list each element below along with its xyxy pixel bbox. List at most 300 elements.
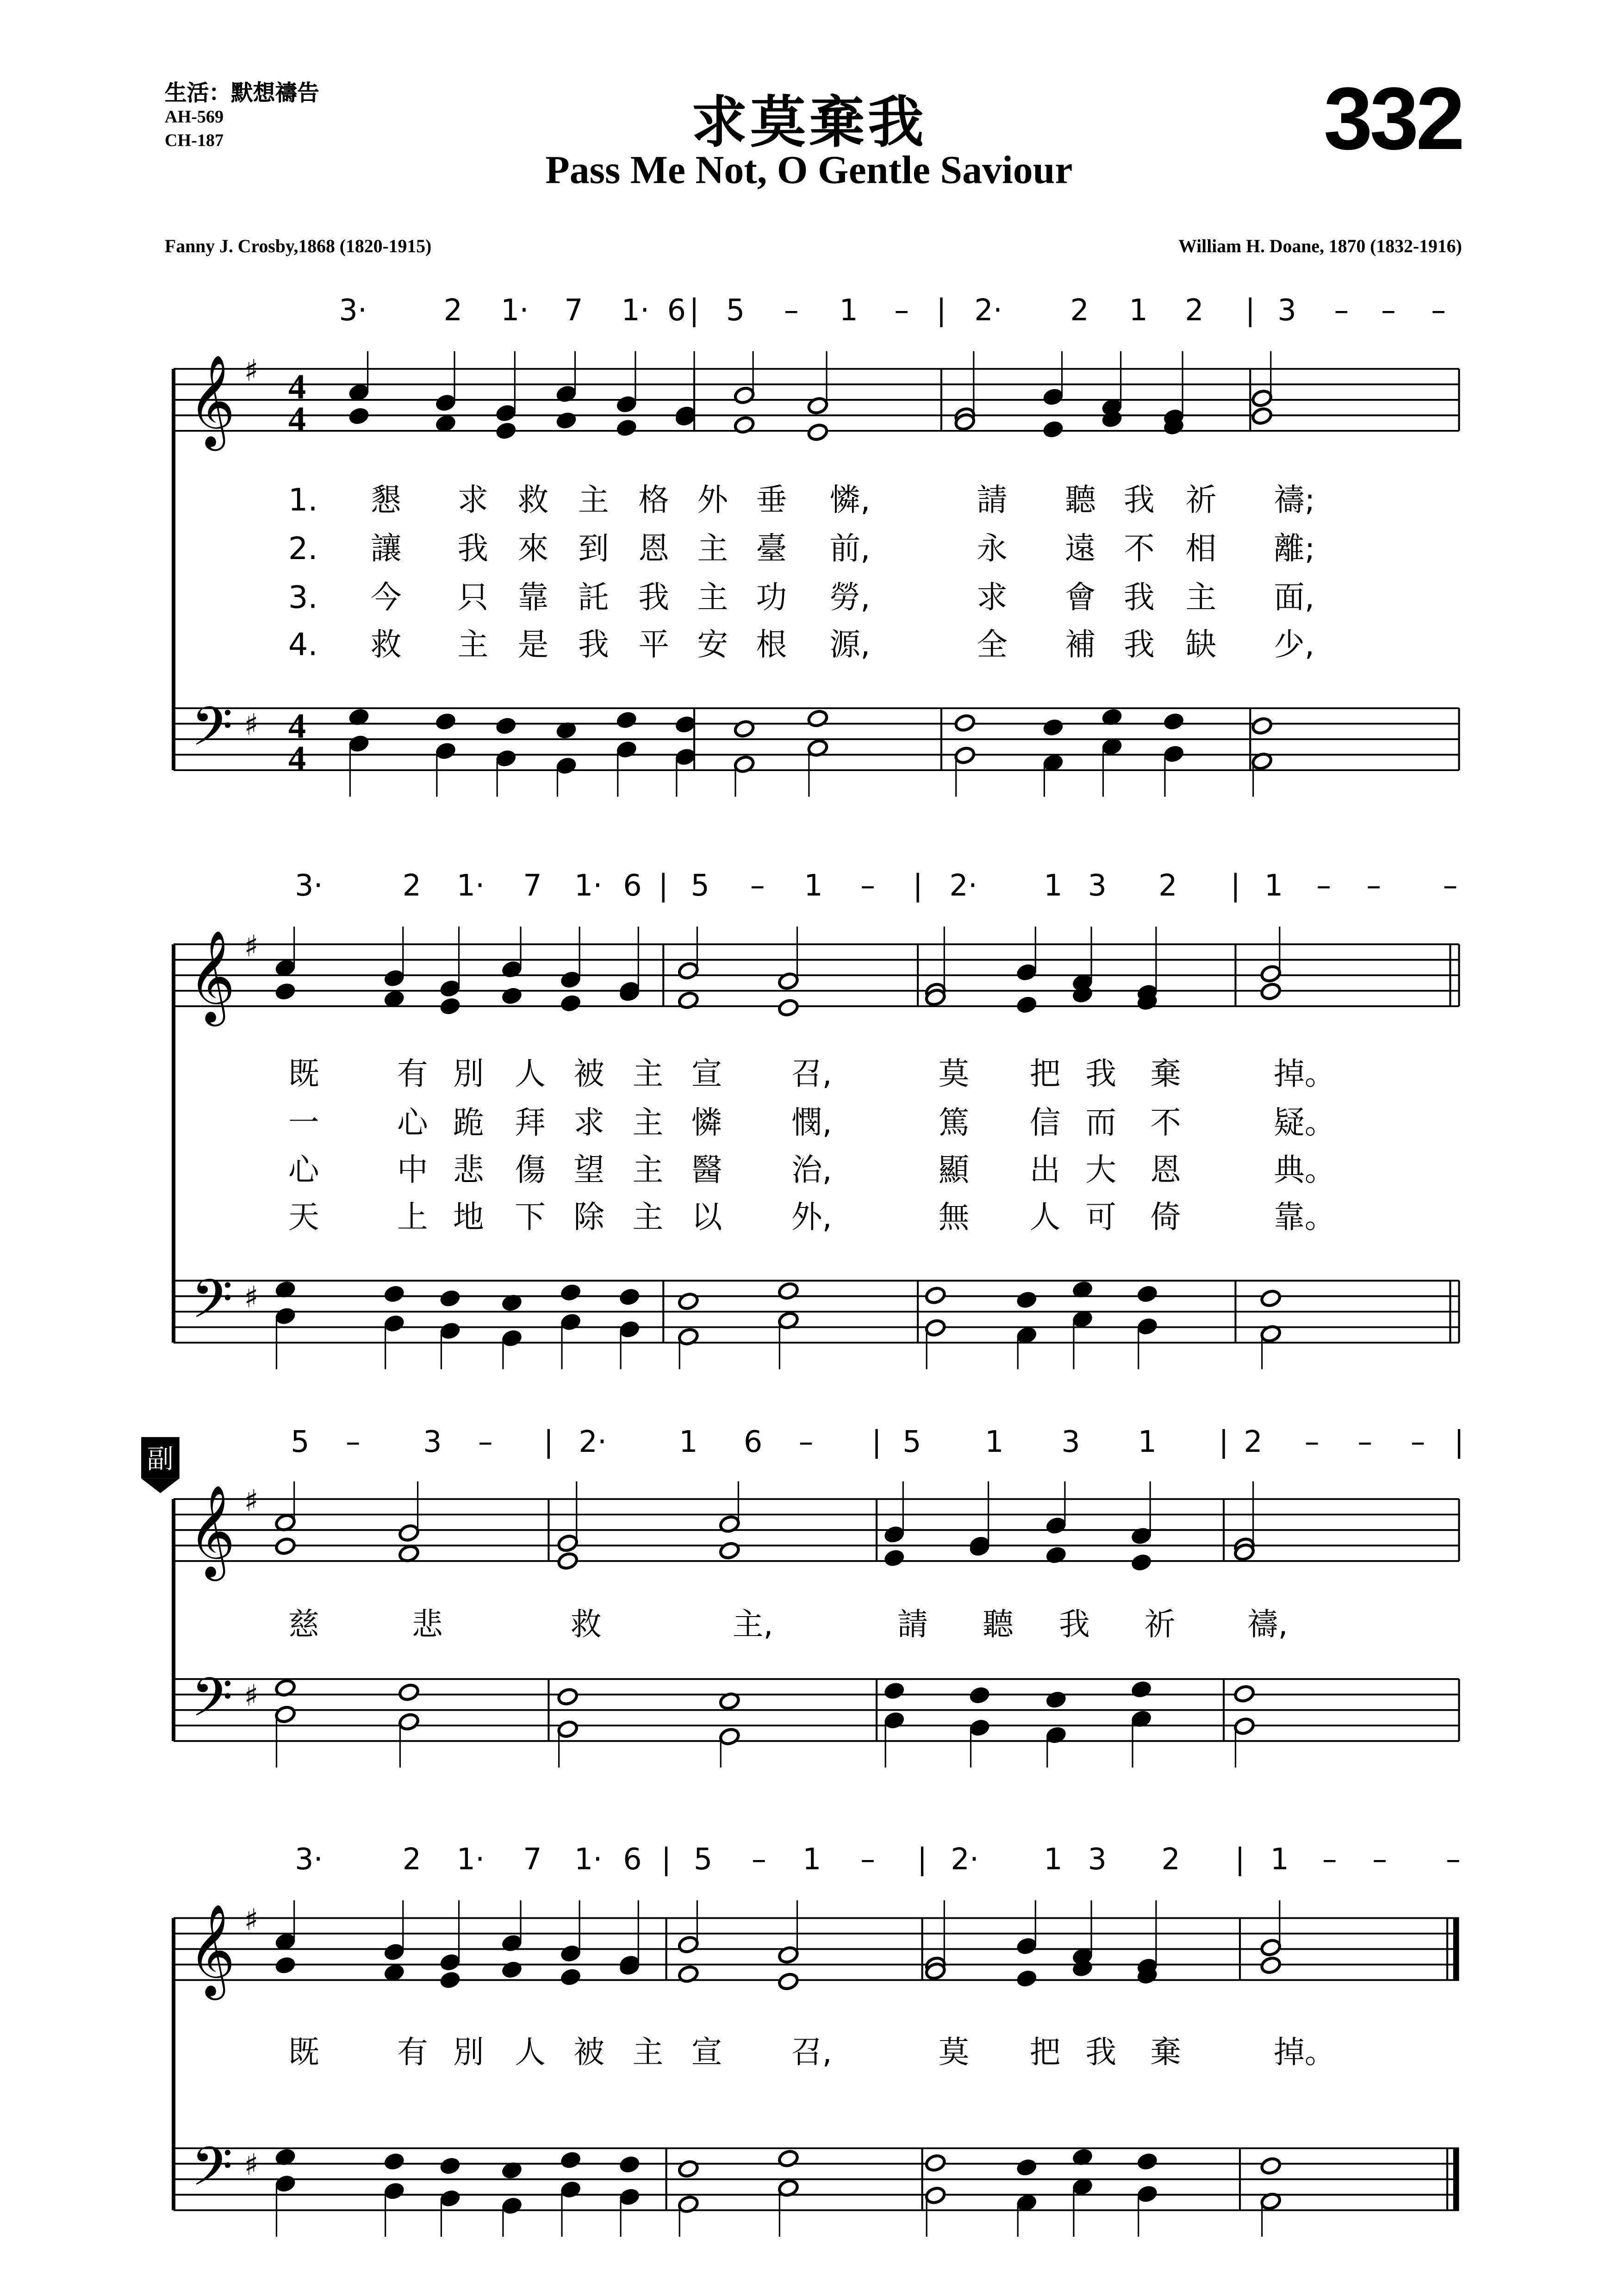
jianpu-note: 2 [1185,293,1204,328]
note-head [1016,1290,1038,1309]
note-head [1260,2156,1282,2175]
lyric-syllable: 源, [829,626,871,663]
lyric-syllable: 會 [1064,579,1096,616]
lyric-syllable: 少, [1274,626,1315,663]
note-head [1260,1956,1282,1975]
lyric-syllable: 中 [397,1151,428,1188]
note-head [678,961,699,980]
lyric-syllable: 勞, [829,579,871,616]
lyric-syllable: 別 [453,2034,484,2070]
lyric-syllable: 被 [573,1056,605,1092]
jianpu-note: 2 [402,869,422,903]
note-head [383,2152,405,2171]
lyric-syllable: 請 [977,481,1008,518]
note-head [1260,1289,1282,1308]
note-head [439,2189,461,2208]
lyric-syllable: 外 [697,481,728,518]
lyric-syllable: 上 [397,1199,428,1235]
jianpu-note: 1· [621,293,650,328]
note-head [616,710,637,729]
lyric-syllable: 心 [288,1151,319,1188]
jianpu-barline: | [871,1425,882,1460]
note-head [954,714,976,733]
jianpu-barline: | [1230,869,1241,903]
note-head [884,1549,905,1568]
note-head [1045,1690,1067,1709]
lyric-syllable: 傷 [515,1151,546,1188]
jianpu-note: – [1366,869,1382,903]
lyric-syllable: 垂 [756,481,787,518]
lyric-syllable: 前, [829,530,871,567]
jianpu-note: 1· [574,1842,603,1877]
lyric-syllable: 救 [370,626,402,663]
lyric-syllable: 我 [1123,481,1155,518]
jianpu-note: – [894,293,909,328]
note-head [778,2149,799,2168]
lyric-syllable: 而 [1085,1104,1117,1141]
lyric-syllable: 懇 [370,481,402,518]
lyric-syllable: 來 [517,530,549,567]
note-head [274,1307,296,1325]
jianpu-note: 6 [667,293,686,328]
note-head [616,740,637,759]
note-head [925,2153,946,2172]
note-head [619,2155,641,2174]
lyric-syllable: 可 [1085,1199,1117,1235]
note-head [969,1718,990,1737]
note-head [560,1944,582,1963]
note-head [383,1284,405,1303]
time-signature-bottom: 4 [288,399,306,439]
note-head [439,979,461,998]
jianpu-note: – [750,869,765,903]
jianpu-note: – [1316,869,1332,903]
lyric-syllable: 下 [515,1199,546,1235]
note-head [734,719,755,738]
jianpu-note: – [784,293,799,328]
note-head [274,1956,296,1975]
jianpu-barline: | [543,1425,554,1460]
lyric-syllable: 宣 [691,2034,722,2070]
lyric-syllable: 主 [632,1056,664,1092]
jianpu-note: 1 [839,293,858,328]
lyric-syllable: 把 [1029,1056,1061,1092]
bass-clef: 𝄢 [191,696,233,772]
note-head [678,2159,699,2178]
jianpu-barline: | [658,869,668,903]
note-head [348,406,370,425]
lyric-syllable: 主 [632,1104,664,1141]
note-head [1260,982,1282,1001]
note-head [678,1292,699,1311]
lyric-syllable: 倚 [1150,1199,1181,1235]
lyric-syllable: 我 [1085,1056,1117,1092]
lyric-syllable: 主 [632,1151,664,1188]
lyric-syllable: 心 [397,1104,428,1141]
lyric-syllable: 救 [517,481,549,518]
note-head [1136,2152,1158,2171]
note-head [560,2180,582,2199]
lyric-syllable: 請 [897,1606,928,1643]
jianpu-note: 2· [579,1425,607,1460]
note-head [674,715,696,734]
note-head [1045,1516,1067,1535]
verse-number: 1. [288,481,318,518]
jianpu-note: 2 [402,1842,422,1877]
jianpu-note: 1 [1044,1842,1063,1877]
note-head [778,1282,799,1300]
jianpu-note: 1 [679,1425,698,1460]
note-head [1163,745,1185,764]
lyric-syllable: 恩 [638,530,669,567]
jianpu-note: 2· [974,293,1002,328]
lyric-syllable: 天 [288,1199,319,1235]
lyric-syllable: 有 [397,2034,428,2070]
lyric-syllable: 今 [370,579,402,616]
jianpu-note: – [345,1425,361,1460]
jianpu-note: 3 [1088,869,1107,903]
jianpu-note: – [1334,293,1349,328]
lyric-syllable: 召, [791,2034,832,2070]
lyric-syllable: 我 [457,530,489,567]
jianpu-note: 3 [1277,293,1296,328]
lyric-syllable: 除 [573,1199,605,1235]
jianpu-note: 6 [743,1425,763,1460]
lyric-syllable: 祈 [1185,481,1217,518]
verse-number: 4. [288,626,318,663]
jianpu-note: 2· [949,869,977,903]
jianpu-note: 3 [1061,1425,1080,1460]
lyric-syllable: 主 [632,1199,664,1235]
note-head [560,1283,582,1302]
lyric-syllable: 掉。 [1274,2034,1336,2070]
category-label: 生活：默想禱告 [164,80,319,106]
note-head [398,1683,420,1702]
lyric-syllable: 主 [457,626,489,663]
lyric-syllable: 求 [457,481,489,518]
lyric-syllable: 禱, [1247,1606,1288,1643]
note-head [1042,387,1064,406]
jianpu-note: 5 [691,869,709,903]
note-head [560,2151,582,2170]
note-head [439,1289,461,1308]
jianpu-note: – [1445,1842,1461,1877]
note-head [348,734,370,753]
jianpu-barline: | [689,293,699,328]
jianpu-barline: | [936,293,946,328]
lyric-syllable: 面, [1274,579,1315,616]
lyric-syllable: 既 [288,2034,319,2070]
note-head [1233,1684,1255,1703]
note-head [884,1711,905,1730]
jianpu-barline: | [1245,293,1256,328]
refrain-marker-arrow [141,1478,180,1493]
note-head [1260,964,1282,983]
jianpu-note: 3 [1088,1842,1107,1877]
verse-number: 2. [288,530,318,567]
jianpu-barline: | [1235,1842,1245,1877]
lyric-syllable: 讓 [370,530,402,567]
jianpu-note: 2 [1161,1842,1180,1877]
note-head [1251,406,1273,425]
lyric-syllable: 祈 [1144,1606,1176,1643]
lyric-syllable: 禱; [1274,481,1315,518]
note-head [616,395,637,414]
jianpu-note: – [1431,293,1446,328]
refrain-marker: 副 [147,1443,174,1475]
lyric-syllable: 棄 [1150,1056,1181,1092]
note-head [1260,1938,1282,1957]
lyric-syllable: 主 [578,481,609,518]
note-head [560,994,582,1013]
note-head [925,1286,946,1305]
note-head [884,1681,905,1700]
jianpu-barline: | [913,869,923,903]
lyric-syllable: 望 [573,1151,605,1188]
note-head [435,393,456,412]
lyric-syllable: 既 [288,1056,319,1092]
jianpu-note: – [860,869,875,903]
note-head [383,1314,405,1333]
jianpu-note: 2 [1070,293,1089,328]
lyric-syllable: 無 [938,1199,970,1235]
jianpu-note: 3 [423,1425,442,1460]
lyric-syllable: 功 [756,579,787,616]
key-signature-sharp: ♯ [244,929,259,964]
lyric-syllable: 有 [397,1056,428,1092]
lyric-syllable: 外, [791,1199,832,1235]
note-head [435,712,456,731]
lyric-syllable: 出 [1029,1151,1061,1188]
lyric-syllable: 我 [1059,1606,1090,1643]
note-head [807,709,828,728]
lyric-syllable: 主 [632,2034,664,2070]
jianpu-note: 1 [1044,869,1063,903]
jianpu-note: 2 [1244,1425,1263,1460]
note-head [1042,718,1064,737]
lyric-syllable: 永 [977,530,1008,567]
lyric-syllable: 信 [1029,1104,1061,1141]
jianpu-barline: | [917,1842,927,1877]
note-head [274,982,296,1001]
note-head [678,1935,699,1954]
key-signature-sharp: ♯ [244,708,259,742]
lyric-syllable: 篤 [938,1104,970,1141]
jianpu-note: 1 [1129,293,1148,328]
jianpu-note: 1 [1264,869,1283,903]
jianpu-note: – [1410,1425,1425,1460]
note-head [616,418,637,437]
note-head [1136,1317,1158,1336]
lyric-syllable: 地 [453,1199,484,1235]
key-signature-sharp: ♯ [244,354,259,388]
note-head [1016,1936,1038,1955]
jianpu-note: 3· [295,869,323,903]
lyric-syllable: 我 [1123,626,1155,663]
lyric-syllable: 我 [1123,579,1155,616]
lyric-syllable: 主, [732,1606,773,1643]
treble-clef: 𝄞 [188,929,236,1022]
jianpu-note: 3· [339,293,367,328]
lyric-syllable: 主 [697,530,728,567]
bass-clef: 𝄢 [191,1268,233,1344]
key-signature-sharp: ♯ [244,1484,259,1518]
lyric-syllable: 悲 [453,1151,484,1188]
note-head [495,421,517,440]
bass-clef: 𝄢 [191,2135,233,2211]
jianpu-note: – [798,1425,814,1460]
jianpu-note: 1 [1138,1425,1157,1460]
jianpu-note: 5 [693,1842,713,1877]
jianpu-note: 2 [1158,869,1177,903]
lyric-syllable: 顯 [938,1151,970,1188]
jianpu-note: 6 [623,1842,642,1877]
lyric-syllable: 疑。 [1274,1104,1336,1141]
time-signature-top: 4 [288,367,306,406]
lyric-syllable: 以 [691,1199,722,1235]
note-head [383,2182,405,2201]
note-head [1016,995,1038,1014]
lyric-syllable: 拜 [515,1104,546,1141]
note-head [439,997,461,1016]
treble-clef: 𝄞 [188,354,236,447]
note-head [439,1953,461,1972]
lyric-syllable: 掉。 [1274,1056,1336,1092]
jianpu-note: 1· [456,1842,485,1877]
note-head [954,746,976,765]
title-english: Pass Me Not, O Gentle Saviour [545,147,1073,192]
treble-clef: 𝄞 [188,1484,236,1577]
lyric-syllable: 別 [453,1056,484,1092]
note-head [969,1686,990,1705]
treble-clef: 𝄞 [188,1903,236,1996]
jianpu-note: – [860,1842,875,1877]
note-head [383,1942,405,1961]
note-head [501,1329,523,1348]
note-head [925,1319,946,1338]
note-head [1251,389,1273,408]
lyric-syllable: 悲 [411,1606,443,1643]
key-signature-sharp: ♯ [244,1280,259,1315]
note-head [734,386,755,405]
note-head [398,1712,420,1731]
note-head [557,1720,579,1739]
lyric-syllable: 相 [1185,530,1217,567]
lyric-syllable: 我 [578,626,609,663]
note-head [884,1525,905,1544]
jianpu-note: 3· [295,1842,323,1877]
lyric-syllable: 憐, [829,481,871,518]
note-head [439,2156,461,2175]
jianpu-note: – [1322,1842,1337,1877]
lyric-syllable: 只 [457,579,489,616]
jianpu-note: – [478,1425,493,1460]
note-head [1251,716,1273,735]
lyric-syllable: 是 [517,626,549,663]
lyric-syllable: 格 [638,481,669,518]
jianpu-note: 6 [623,869,642,903]
lyric-syllable: 託 [578,579,609,616]
lyric-syllable: 到 [578,530,609,567]
lyric-syllable: 離; [1274,530,1315,567]
note-head [560,1967,582,1986]
lyric-syllable: 召, [791,1056,832,1092]
note-head [495,716,517,735]
lyric-syllable: 根 [756,626,787,663]
jianpu-barline: | [1219,1425,1229,1460]
jianpu-note: 1 [985,1425,1004,1460]
jianpu-note: – [751,1842,766,1877]
lyric-syllable: 宣 [691,1056,722,1092]
jianpu-note: 1 [1270,1842,1289,1877]
lyric-syllable: 跪 [453,1104,484,1141]
bass-clef: 𝄢 [191,1666,233,1742]
note-head [925,2186,946,2205]
lyric-syllable: 恩 [1150,1151,1181,1188]
note-head [1016,1969,1038,1988]
note-head [674,747,696,766]
jianpu-note: 2 [443,293,463,328]
note-head [557,1534,579,1553]
jianpu-note: 1 [803,1842,821,1877]
lyric-syllable: 被 [573,2034,605,2070]
lyric-syllable: 典。 [1274,1151,1336,1188]
jianpu-note: 5 [726,293,745,328]
lyric-syllable: 人 [1029,1199,1061,1235]
note-head [1136,2184,1158,2203]
hymnal-reference-ah: AH-569 [164,106,224,127]
lyric-syllable: 慈 [288,1606,319,1643]
lyric-syllable: 救 [571,1606,602,1643]
note-head [274,1537,296,1556]
lyric-syllable: 靠。 [1274,1199,1336,1235]
verse-number: 3. [288,579,318,616]
lyric-syllable: 我 [1085,2034,1117,2070]
lyric-syllable: 補 [1064,626,1096,663]
note-head [1042,420,1064,439]
time-signature-top: 4 [288,706,306,746]
jianpu-note: – [1372,1842,1387,1877]
lyric-syllable: 人 [515,1056,546,1092]
lyric-syllable: 把 [1029,2034,1061,2070]
lyric-syllable: 平 [638,626,669,663]
hymnal-reference-ch: CH-187 [164,130,224,151]
note-head [439,1321,461,1340]
lyric-syllable: 憫, [791,1104,832,1141]
note-head [383,969,405,988]
note-head [439,1971,461,1990]
note-head [619,1288,641,1307]
jianpu-note: 1· [500,293,529,328]
key-signature-sharp: ♯ [244,1903,259,1937]
note-head [1016,963,1038,982]
jianpu-note: 7 [564,293,583,328]
jianpu-barline: | [1454,1425,1464,1460]
lyric-syllable: 不 [1123,530,1155,567]
note-head [495,404,517,423]
key-signature-sharp: ♯ [244,2148,259,2183]
jianpu-note: – [1357,1425,1373,1460]
jianpu-note: 7 [523,869,542,903]
lyric-syllable: 主 [697,579,728,616]
lyric-syllable: 主 [1185,579,1217,616]
note-head [560,1313,582,1332]
note-head [619,1320,641,1339]
lyricist-credit: Fanny J. Crosby,1868 (1820-1915) [164,236,432,257]
note-head [1163,712,1185,731]
note-head [555,756,577,775]
note-head [1136,1284,1158,1303]
